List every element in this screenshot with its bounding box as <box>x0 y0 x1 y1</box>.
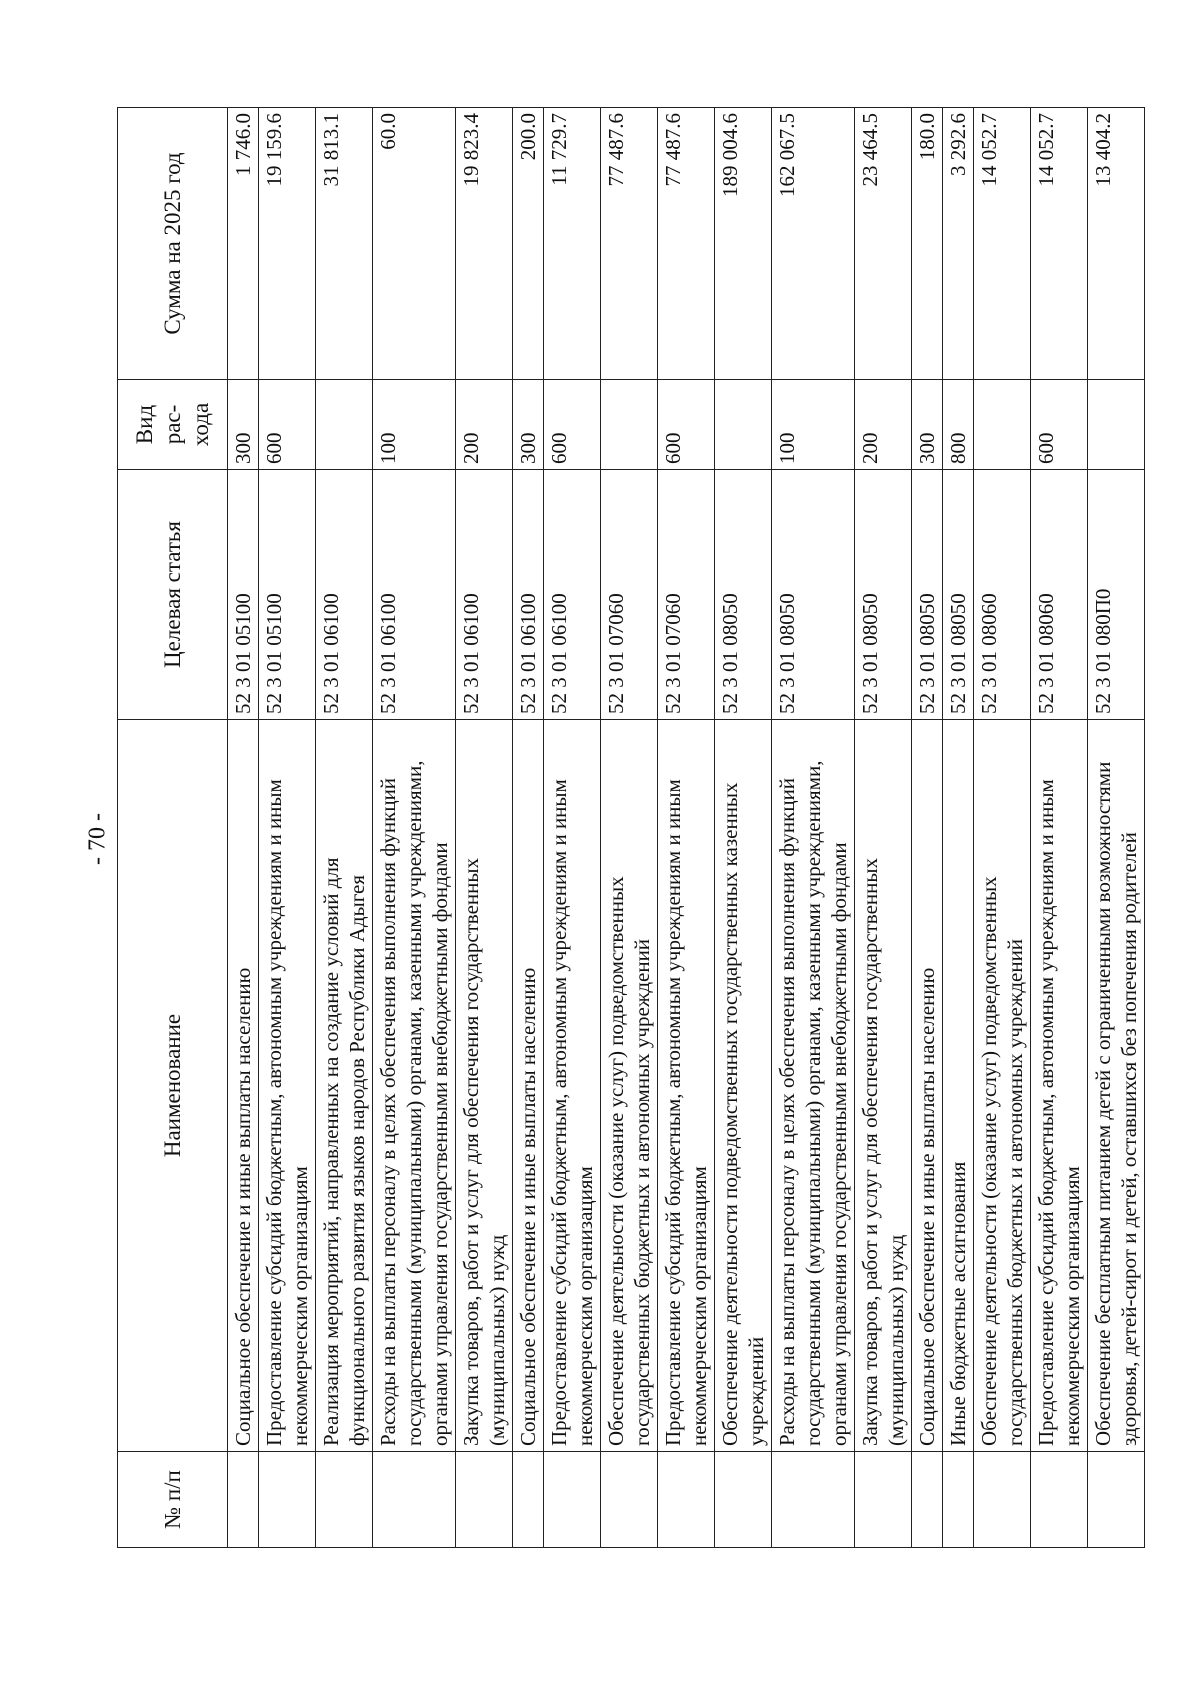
table-row <box>658 108 715 1548</box>
cell-name: Обеспечение бесплатным питанием детей с ограниченными возможностями здоровья, детей-сирот и детей, оставшихся без попечения родителей <box>1088 720 1145 1452</box>
cell-name: Закупка товаров, работ и услуг для обеспечения государственных (муниципальных) нужд <box>456 720 513 1452</box>
table-row <box>912 108 943 1548</box>
cell-type <box>1088 380 1145 470</box>
cell-name: Обеспечение деятельности подведомственных государственных казенных учреждений <box>715 720 772 1452</box>
cell-sum: 3 292.6 <box>943 108 974 380</box>
cell-type: 300 <box>513 380 544 470</box>
cell-name: Расходы на выплаты персоналу в целях обеспечения выполнения функций государственными (муниципальными) органами, казенными учреждениями, органами управления государственными внебюджетными фондами <box>373 720 456 1452</box>
cell-num <box>855 1452 912 1548</box>
cell-sum: 60.0 <box>373 108 456 380</box>
cell-sum: 14 052.7 <box>1031 108 1088 380</box>
cell-type <box>316 380 373 470</box>
cell-num <box>974 1452 1031 1548</box>
table-row <box>513 108 544 1548</box>
header-name: Наименование <box>118 720 228 1452</box>
cell-name: Социальное обеспечение и иные выплаты населению <box>513 720 544 1452</box>
cell-sum: 13 404.2 <box>1088 108 1145 380</box>
cell-name: Обеспечение деятельности (оказание услуг) подведомственных государственных бюджетных и автономных учреждений <box>974 720 1031 1452</box>
table-body <box>228 108 1145 1548</box>
cell-num <box>912 1452 943 1548</box>
cell-num <box>658 1452 715 1548</box>
cell-num <box>228 1452 259 1548</box>
cell-type: 600 <box>259 380 316 470</box>
header-sum: Сумма на 2025 год <box>118 108 228 380</box>
cell-type: 100 <box>373 380 456 470</box>
table-row <box>1031 108 1088 1548</box>
cell-article: 52 3 01 08060 <box>974 470 1031 720</box>
cell-type: 300 <box>228 380 259 470</box>
cell-article: 52 3 01 080П0 <box>1088 470 1145 720</box>
cell-type: 300 <box>912 380 943 470</box>
cell-type: 600 <box>658 380 715 470</box>
cell-article: 52 3 01 07060 <box>658 470 715 720</box>
cell-article: 52 3 01 05100 <box>228 470 259 720</box>
table-row <box>974 108 1031 1548</box>
table-row <box>601 108 658 1548</box>
cell-sum: 23 464.5 <box>855 108 912 380</box>
table-row <box>855 108 912 1548</box>
cell-article: 52 3 01 08060 <box>1031 470 1088 720</box>
cell-name: Предоставление субсидий бюджетным, автономным учреждениям и иным некоммерческим организациям <box>1031 720 1088 1452</box>
header-num: № п/п <box>118 1452 228 1548</box>
cell-article: 52 3 01 08050 <box>855 470 912 720</box>
cell-num <box>715 1452 772 1548</box>
cell-name: Предоставление субсидий бюджетным, автономным учреждениям и иным некоммерческим организациям <box>259 720 316 1452</box>
cell-sum: 77 487.6 <box>658 108 715 380</box>
cell-type <box>974 380 1031 470</box>
table-row <box>943 108 974 1548</box>
table-row <box>373 108 456 1548</box>
page-number: - 70 - <box>84 813 111 865</box>
cell-type <box>715 380 772 470</box>
cell-article: 52 3 01 08050 <box>772 470 855 720</box>
cell-num <box>601 1452 658 1548</box>
cell-sum: 1 746.0 <box>228 108 259 380</box>
table-header-row <box>118 108 228 1548</box>
cell-name: Социальное обеспечение и иные выплаты населению <box>228 720 259 1452</box>
cell-sum: 77 487.6 <box>601 108 658 380</box>
cell-sum: 14 052.7 <box>974 108 1031 380</box>
cell-num <box>1088 1452 1145 1548</box>
cell-article: 52 3 01 06100 <box>316 470 373 720</box>
cell-name: Обеспечение деятельности (оказание услуг) подведомственных государственных бюджетных и автономных учреждений <box>601 720 658 1452</box>
cell-article: 52 3 01 08050 <box>912 470 943 720</box>
budget-table-rotated <box>117 108 1141 1548</box>
budget-table-container <box>117 108 1141 1548</box>
header-type: Вид рас-хода <box>118 380 228 470</box>
table-row <box>544 108 601 1548</box>
cell-name: Предоставление субсидий бюджетным, автономным учреждениям и иным некоммерческим организациям <box>544 720 601 1452</box>
cell-type: 200 <box>456 380 513 470</box>
header-article: Целевая статья <box>118 470 228 720</box>
cell-num <box>259 1452 316 1548</box>
cell-num <box>943 1452 974 1548</box>
cell-name: Реализация мероприятий, направленных на создание условий для функционального развития языков народов Республики Адыгея <box>316 720 373 1452</box>
cell-sum: 19 823.4 <box>456 108 513 380</box>
cell-num <box>373 1452 456 1548</box>
table-row <box>316 108 373 1548</box>
cell-num <box>456 1452 513 1548</box>
cell-sum: 19 159.6 <box>259 108 316 380</box>
cell-sum: 200.0 <box>513 108 544 380</box>
cell-type: 800 <box>943 380 974 470</box>
cell-type: 600 <box>1031 380 1088 470</box>
cell-num <box>772 1452 855 1548</box>
cell-sum: 162 067.5 <box>772 108 855 380</box>
cell-num <box>1031 1452 1088 1548</box>
cell-sum: 180.0 <box>912 108 943 380</box>
table-row <box>456 108 513 1548</box>
cell-type: 100 <box>772 380 855 470</box>
cell-article: 52 3 01 08050 <box>715 470 772 720</box>
cell-sum: 189 004.6 <box>715 108 772 380</box>
cell-type: 200 <box>855 380 912 470</box>
cell-article: 52 3 01 07060 <box>601 470 658 720</box>
cell-name: Иные бюджетные ассигнования <box>943 720 974 1452</box>
cell-sum: 11 729.7 <box>544 108 601 380</box>
cell-num <box>513 1452 544 1548</box>
cell-type <box>601 380 658 470</box>
cell-article: 52 3 01 06100 <box>513 470 544 720</box>
cell-num <box>316 1452 373 1548</box>
cell-name: Расходы на выплаты персоналу в целях обеспечения выполнения функций государственными (муниципальными) органами, казенными учреждениями, органами управления государственными внебюджетными фондами <box>772 720 855 1452</box>
cell-sum: 31 813.1 <box>316 108 373 380</box>
table-row <box>715 108 772 1548</box>
table-row <box>259 108 316 1548</box>
cell-article: 52 3 01 05100 <box>259 470 316 720</box>
cell-article: 52 3 01 06100 <box>373 470 456 720</box>
table-row <box>1088 108 1145 1548</box>
cell-article: 52 3 01 08050 <box>943 470 974 720</box>
cell-article: 52 3 01 06100 <box>544 470 601 720</box>
cell-type: 600 <box>544 380 601 470</box>
cell-name: Закупка товаров, работ и услуг для обеспечения государственных (муниципальных) нужд <box>855 720 912 1452</box>
budget-table <box>117 107 1145 1548</box>
cell-num <box>544 1452 601 1548</box>
cell-name: Предоставление субсидий бюджетным, автономным учреждениям и иным некоммерческим организациям <box>658 720 715 1452</box>
table-row <box>228 108 259 1548</box>
cell-name: Социальное обеспечение и иные выплаты населению <box>912 720 943 1452</box>
cell-article: 52 3 01 06100 <box>456 470 513 720</box>
table-row <box>772 108 855 1548</box>
